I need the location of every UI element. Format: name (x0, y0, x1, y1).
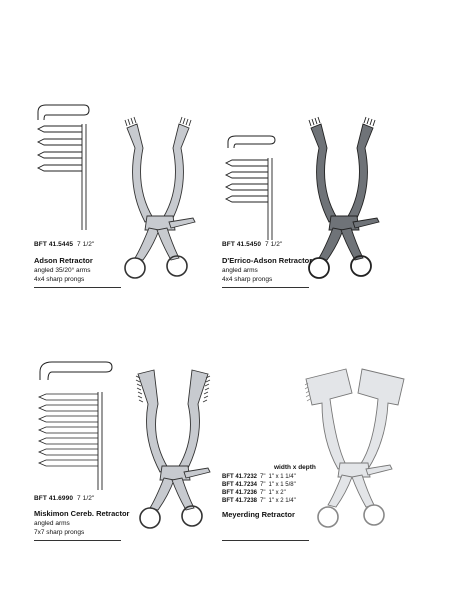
variant-code: BFT 41.7238 (222, 498, 258, 504)
variants-table (222, 473, 299, 505)
divider (222, 287, 309, 288)
variant-code: BFT 41.7232 (222, 474, 258, 480)
product-desc-2: 7x7 sharp prongs (34, 529, 85, 536)
variant-length: 7" (260, 490, 266, 496)
code-text: BFT 41.5445 (34, 241, 74, 248)
product-desc-1: angled arms (222, 267, 258, 274)
product-desc-1: angled 35/20° arms (34, 267, 91, 274)
product-desc-2: 4x4 sharp prongs (34, 276, 85, 283)
retractor-forceps-icon (128, 368, 218, 538)
prong-profile-icon (222, 128, 282, 243)
variant-size: 1" x 2 1/4" (268, 498, 296, 504)
product-desc-1: angled arms (34, 520, 70, 527)
prong-profile-icon (34, 352, 119, 492)
product-name: D'Errico-Adson Retractor (222, 256, 313, 265)
length-text: 7 1/2" (77, 495, 95, 502)
length-text: 7 1/2" (77, 241, 95, 248)
table-header: width x depth (274, 464, 316, 471)
product-name: Meyerding Retractor (222, 510, 295, 519)
product-name: Miskimon Cereb. Retractor (34, 509, 130, 518)
table-row (222, 481, 299, 489)
variant-length: 7" (260, 474, 266, 480)
product-code (222, 241, 282, 248)
variant-size: 1" x 2" (268, 490, 286, 496)
table-row (222, 497, 299, 505)
variant-code: BFT 41.7234 (222, 482, 258, 488)
code-text: BFT 41.5450 (222, 241, 262, 248)
variant-length: 7" (260, 498, 266, 504)
table-row (222, 473, 299, 481)
product-code (34, 495, 94, 502)
table-row (222, 489, 299, 497)
divider (34, 287, 121, 288)
divider (34, 540, 121, 541)
variant-length: 7" (260, 482, 266, 488)
variant-code: BFT 41.7236 (222, 490, 258, 496)
divider (222, 540, 309, 541)
blade-retractor-icon (300, 365, 412, 540)
variant-size: 1" x 1 5/8" (268, 482, 296, 488)
retractor-forceps-icon (113, 118, 203, 288)
product-name: Adson Retractor (34, 256, 93, 265)
product-desc-2: 4x4 sharp prongs (222, 276, 273, 283)
variant-size: 1" x 1 1/4" (268, 474, 296, 480)
length-text: 7 1/2" (265, 241, 283, 248)
product-code (34, 241, 94, 248)
code-text: BFT 41.6990 (34, 495, 74, 502)
prong-profile-icon (34, 100, 94, 240)
